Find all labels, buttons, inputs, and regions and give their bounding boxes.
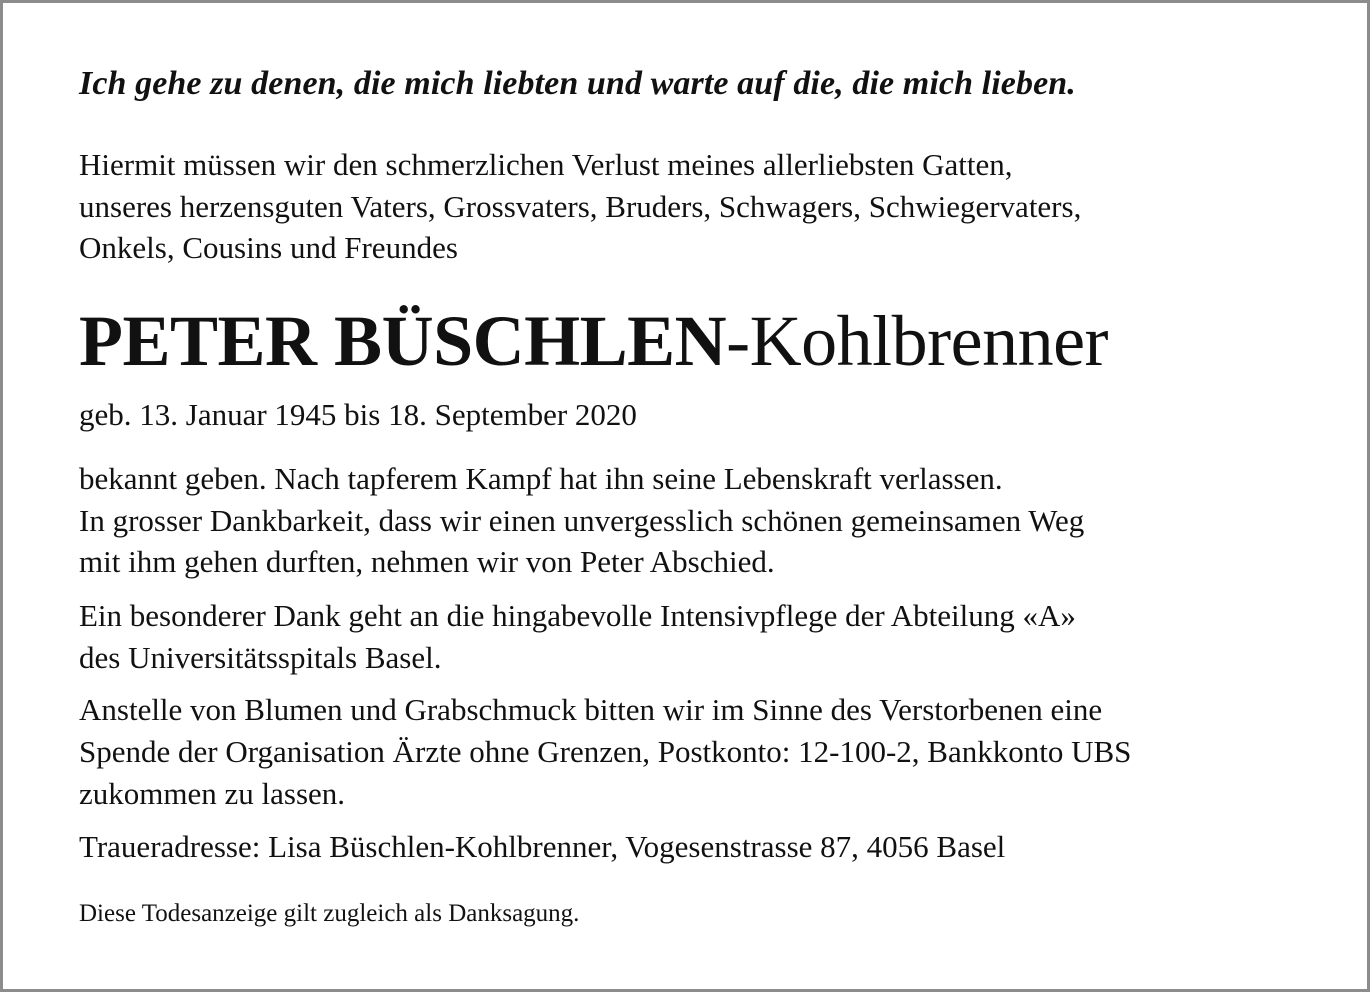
announcement-line-3: mit ihm gehen durften, nehmen wir von Peter Abschied.	[79, 544, 775, 579]
life-dates: geb. 13. Januar 1945 bis 18. September 2020	[79, 397, 637, 432]
deceased-name-suffix: -Kohlbrenner	[726, 301, 1108, 381]
announcement-line-1: bekannt geben. Nach tapferem Kampf hat ihn seine Lebenskraft verlassen.	[79, 461, 1003, 496]
thanks-line-1: Ein besonderer Dank geht an die hingabevolle Intensivpflege der Abteilung «A»	[79, 598, 1076, 633]
deceased-name	[79, 301, 1108, 381]
deceased-name-bold: PETER BÜSCHLEN	[79, 301, 727, 381]
announcement-line-2: In grosser Dankbarkeit, dass wir einen unvergesslich schönen gemeinsamen Weg	[79, 503, 1085, 538]
donation-line-2: Spende der Organisation Ärzte ohne Grenzen, Postkonto: 12-100-2, Bankkonto UBS	[79, 734, 1132, 769]
intro-line-3: Onkels, Cousins und Freundes	[79, 230, 458, 265]
donation-line-3: zukommen zu lassen.	[79, 776, 346, 811]
motto-quote: Ich gehe zu denen, die mich liebten und warte auf die, die mich lieben.	[79, 65, 1076, 102]
intro-line-1: Hiermit müssen wir den schmerzlichen Verlust meines allerliebsten Gatten,	[79, 147, 1013, 182]
mourning-address: Traueradresse: Lisa Büschlen-Kohlbrenner, Vogesenstrasse 87, 4056 Basel	[79, 829, 1006, 864]
donation-line-1: Anstelle von Blumen und Grabschmuck bitten wir im Sinne des Verstorbenen eine	[79, 692, 1103, 727]
intro-line-2: unseres herzensguten Vaters, Grossvaters, Bruders, Schwagers, Schwiegervaters,	[79, 189, 1082, 224]
thanks-line-2: des Universitätsspitals Basel.	[79, 640, 442, 675]
footer-note: Diese Todesanzeige gilt zugleich als Danksagung.	[79, 900, 580, 927]
